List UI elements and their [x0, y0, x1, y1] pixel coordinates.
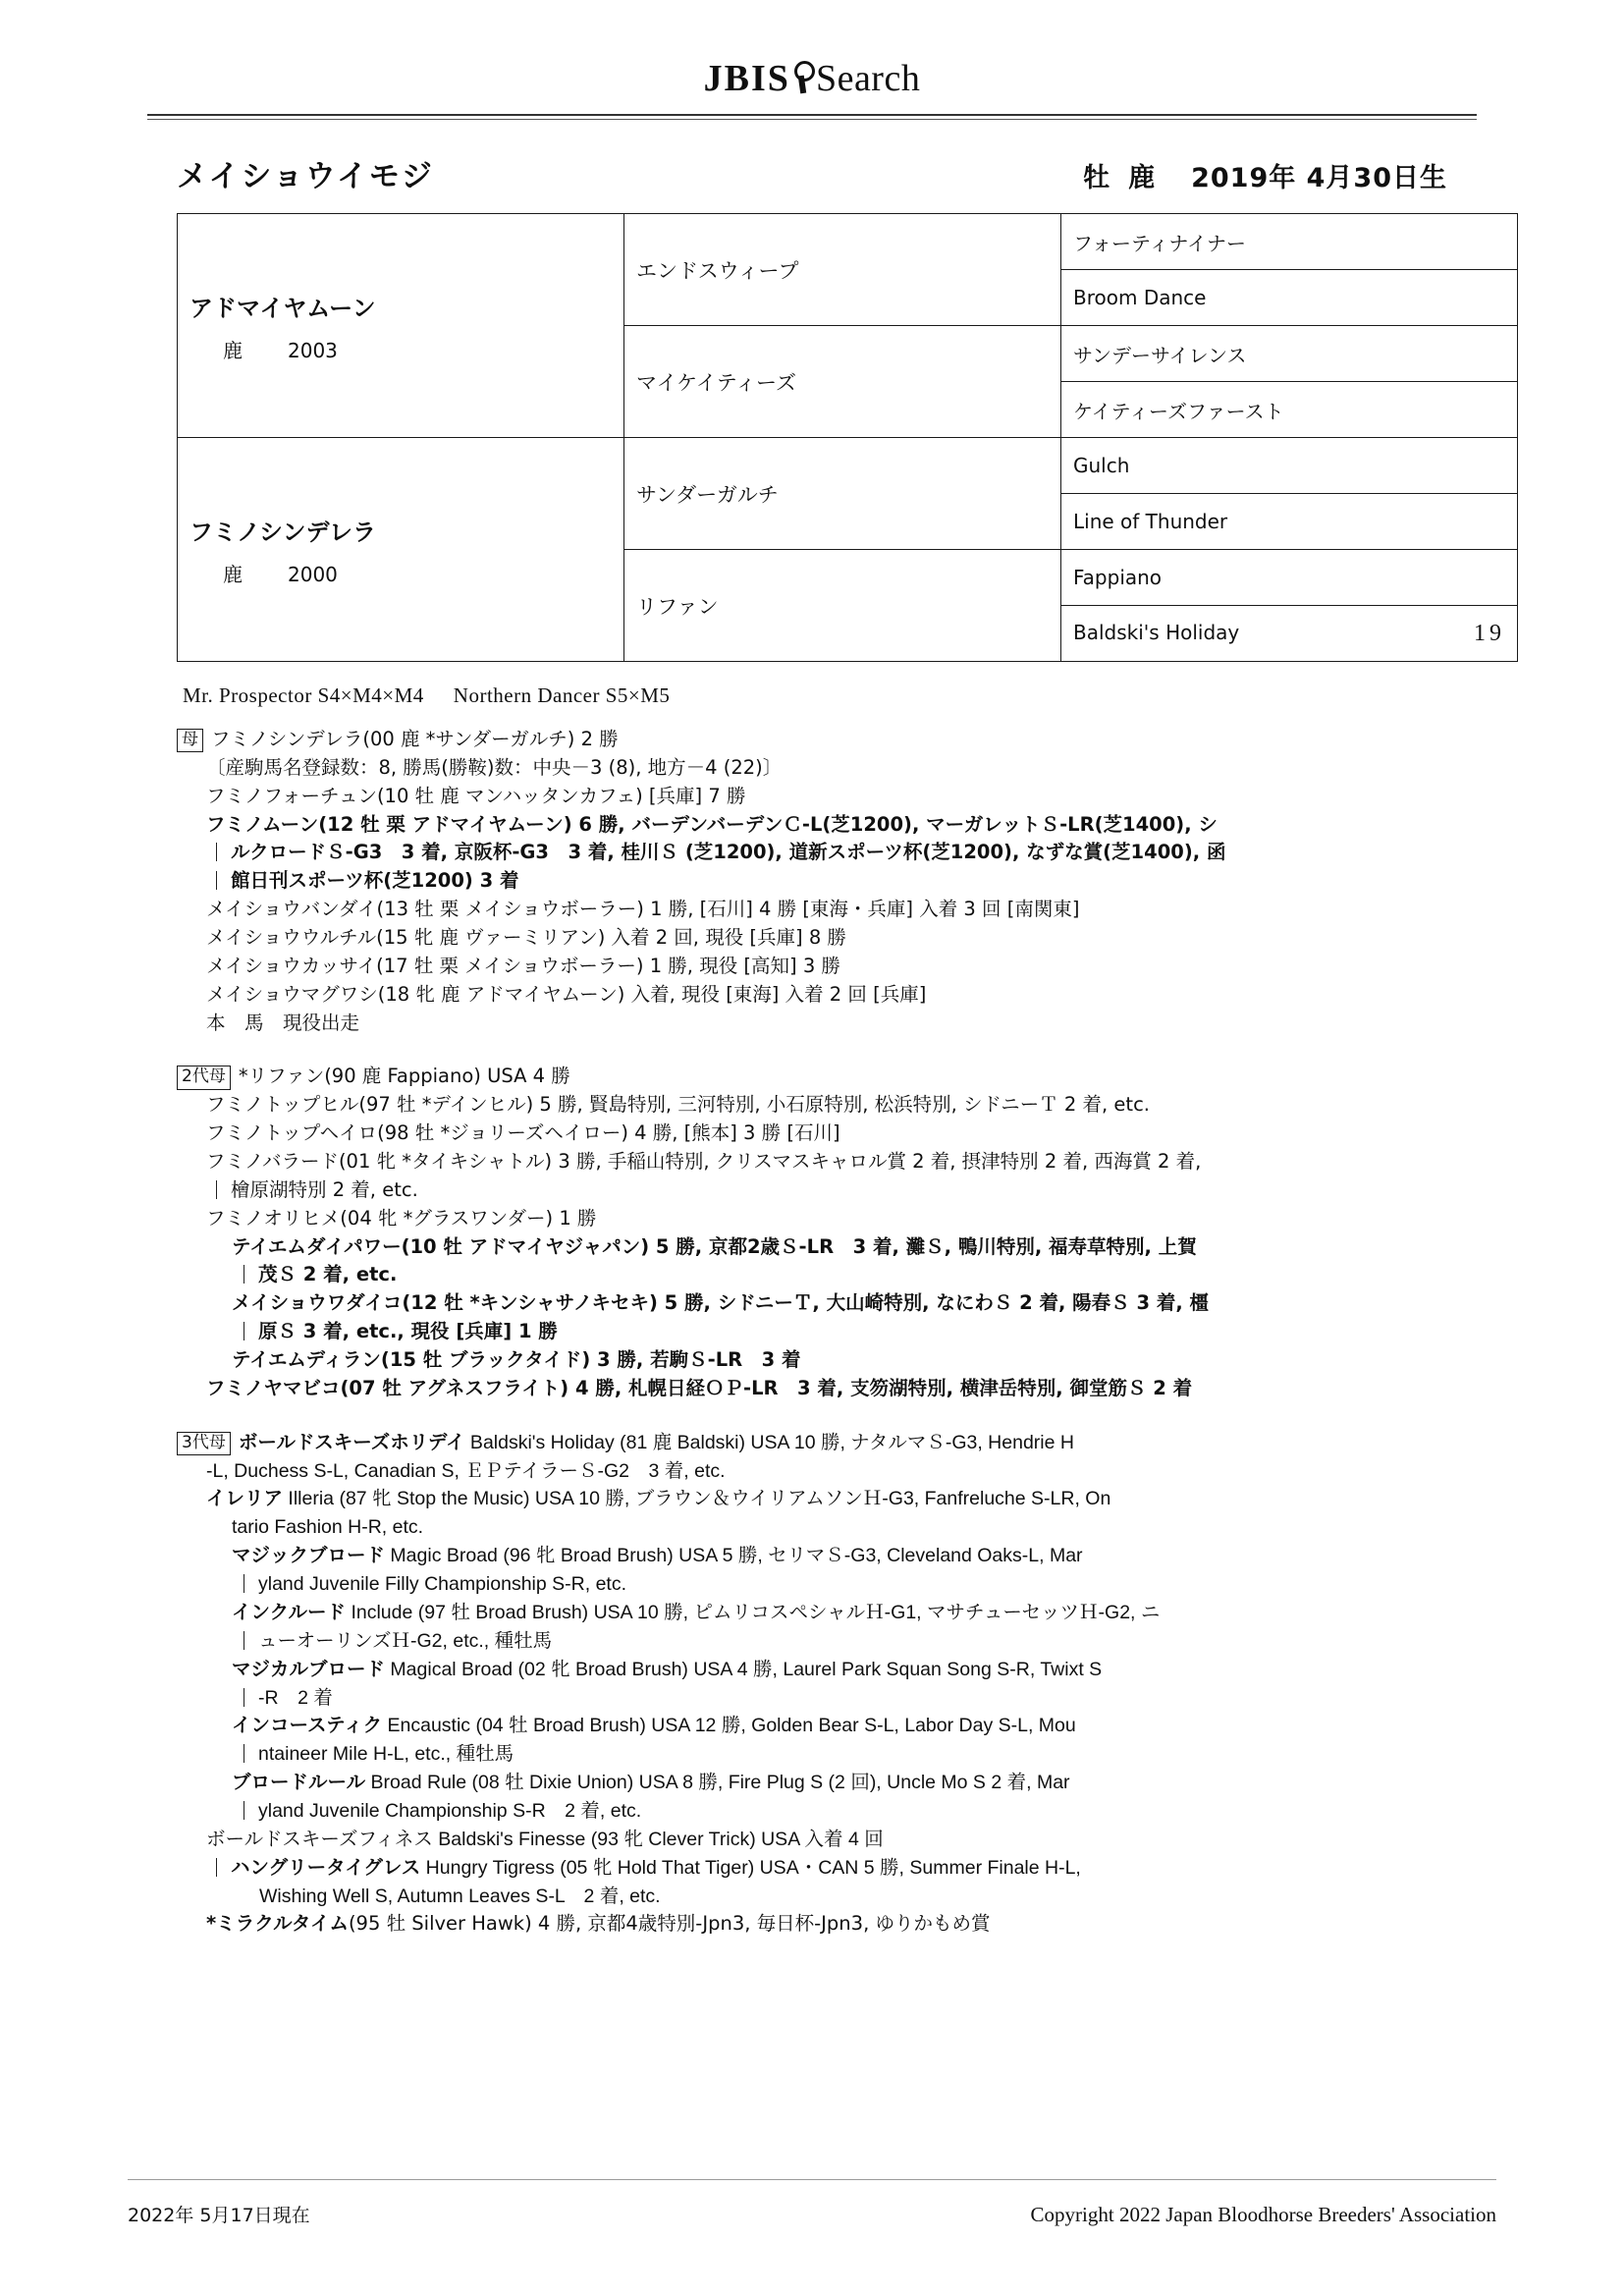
list-item [177, 1599, 1453, 1627]
list-item-detail: Broad Rule (08 牡 Dixie Union) USA 8 勝, Fire Plug S (2 回), Uncle Mo S 2 着, Mar [365, 1772, 1070, 1794]
dam-name: フミノシンデレラ [189, 518, 376, 546]
dam-progeny-stats: 〔産駒馬名登録数：8, 勝馬(勝鞍)数：中央－3 (8), 地方－4 (22)〕 [206, 755, 783, 779]
sire-cell [178, 214, 624, 438]
list-item: ボールドスキーズフィネス Baldski's Finesse (93 牝 Clever Trick) USA 入着 4 回 [206, 1828, 884, 1850]
horse-meta [1083, 156, 1447, 194]
list-item-cont [177, 1318, 1453, 1346]
list-item-cont-text: ntaineer Mile H-L, etc., 種牡馬 [258, 1743, 514, 1766]
list-item-name: ブロードルール [232, 1771, 366, 1794]
list-item-detail: (95 牡 Silver Hawk) 4 勝, 京都4歳特別-Jpn3, 毎日杯-Jpn3, ゆりかもめ賞 [348, 1912, 991, 1936]
list-item-cont-text: ルクロードＳ-G3 3 着, 京阪杯-G3 3 着, 桂川Ｓ (芝1200), 道新スポーツ杯(芝1200), なずな賞(芝1400), 函 [231, 841, 1226, 864]
list-item-cont-text: yland Juvenile Filly Championship S-R, etc. [258, 1573, 626, 1596]
list-item-cont-text: ューオーリンズＨ-G2, etc., 種牡馬 [258, 1629, 553, 1652]
list-item-cont: Wishing Well S, Autumn Leaves S-L 2 着, etc. [259, 1885, 661, 1907]
list-item: テイエムダイパワー(10 牡 アドマイヤジャパン) 5 勝, 京都2歳Ｓ-LR 3 着, 灘Ｓ, 鴨川特別, 福寿草特別, 上賀 [232, 1234, 1197, 1258]
second-dam-label: 2代母 [177, 1066, 231, 1089]
list-item-cont [177, 867, 1453, 896]
pedigree-body [177, 726, 1453, 1939]
list-item: フミノムーン(12 牡 栗 アドマイヤムーン) 6 勝, バーデンバーデンＣ-L(芝1200), マーガレットＳ-LR(芝1400), シ [206, 812, 1218, 836]
sire-detail [189, 335, 612, 363]
third-dam-section [177, 1429, 1453, 1939]
list-item: フミノバラード(01 牝 *タイキシャトル) 3 勝, 手稲山特別, クリスマスキャロル賞 2 着, 摂津特別 2 着, 西海賞 2 着, [206, 1150, 1202, 1174]
dam-dam-dam-name: Baldski's Holiday [1073, 620, 1240, 644]
section-spacer [177, 1403, 1453, 1429]
list-item-name: マジックブロード [232, 1544, 386, 1567]
footer-date: 2022年 5月17日現在 [128, 2205, 310, 2226]
list-item-detail: Include (97 牡 Broad Brush) USA 10 勝, ピムリコスペシャルＨ-G1, マサチューセッツＨ-G2, ニ [346, 1601, 1161, 1623]
list-item-name: イレリア [206, 1487, 284, 1510]
sire-coat: 鹿 [223, 338, 243, 362]
sire-sire-sire-cell: フォーティナイナー [1061, 214, 1518, 270]
sire-dam-dam-cell: ケイティーズファースト [1061, 382, 1518, 438]
list-item: 本 馬 現役出走 [206, 1011, 360, 1034]
list-item-cont-text: 原Ｓ 3 着, etc., 現役 [兵庫] 1 勝 [258, 1320, 558, 1343]
horse-coat-color: 鹿 [1128, 163, 1157, 193]
sire-sire-cell: エンドスウィープ [624, 214, 1061, 326]
list-item-cont-text: -R 2 着 [258, 1686, 333, 1709]
logo-word-text: Search [815, 58, 921, 99]
dam-year: 2000 [288, 562, 338, 586]
list-item-name: ハングリータイグレス [231, 1855, 421, 1879]
list-item: メイショウバンダイ(13 牡 栗 メイショウボーラー) 1 勝, [石川] 4 勝 [東海・兵庫] 入着 3 回 [南関東] [206, 898, 1080, 921]
inbreeding-2: Northern Dancer S5×M5 [453, 683, 671, 707]
page-footer [128, 2201, 1496, 2227]
footer-copyright: Copyright 2022 Japan Bloodhorse Breeders' Association [1030, 2203, 1496, 2226]
sire-dam-sire-cell: サンデーサイレンス [1061, 326, 1518, 382]
section-spacer [177, 1037, 1453, 1063]
inbreeding-1: Mr. Prospector S4×M4×M4 [183, 683, 424, 707]
list-item [177, 1854, 1453, 1883]
sire-sire-dam-cell: Broom Dance [1061, 270, 1518, 326]
list-item: フミノオリヒメ(04 牝 *グラスワンダー) 1 勝 [206, 1206, 597, 1230]
second-dam-head-text: *リファン(90 鹿 Fappiano) USA 4 勝 [238, 1065, 570, 1088]
list-item-detail: Encaustic (04 牡 Broad Brush) USA 12 勝, Golden Bear S-L, Labor Day S-L, Mou [382, 1715, 1076, 1737]
dam-sire-sire-cell: Gulch [1061, 438, 1518, 494]
list-item-cont [177, 839, 1453, 867]
list-item: メイショウウルチル(15 牝 鹿 ヴァーミリアン) 入着 2 回, 現役 [兵庫] 8 勝 [206, 926, 846, 950]
list-item: メイショウカッサイ(17 牡 栗 メイショウボーラー) 1 勝, 現役 [高知] 3 勝 [206, 954, 840, 977]
header-divider [147, 114, 1477, 120]
dam-dam-sire-cell: Fappiano [1061, 550, 1518, 606]
dam-section-head-text: フミノシンデレラ(00 鹿 *サンダーガルチ) 2 勝 [211, 728, 619, 750]
list-item-cont: tario Fashion H-R, etc. [232, 1516, 424, 1539]
list-item [177, 1910, 1453, 1939]
list-item-cont-text: 茂Ｓ 2 着, etc. [258, 1263, 398, 1286]
list-item [177, 1769, 1453, 1797]
page-title: メイショウイモジ [177, 159, 434, 194]
site-logo [147, 0, 1477, 100]
pedigree-table [177, 213, 1518, 662]
list-item: フミノフォーチュン(10 牡 鹿 マンハッタンカフェ) [兵庫] 7 勝 [206, 784, 746, 807]
dam-detail [189, 559, 612, 587]
logo-brand-text: JBIS [703, 58, 790, 99]
list-item-detail: Magical Broad (02 牝 Broad Brush) USA 4 勝, Laurel Park Squan Song S-R, Twixt S [385, 1658, 1103, 1680]
sire-dam-cell: マイケイティーズ [624, 326, 1061, 438]
list-item: フミノトップヘイロ(98 牡 *ジョリーズヘイロー) 4 勝, [熊本] 3 勝 [石川] [206, 1121, 840, 1145]
list-item [177, 1485, 1453, 1513]
list-item-detail: Illeria (87 牝 Stop the Music) USA 10 勝, ブラウン＆ウイリアムソンＨ-G3, Fanfreluche S-LR, On [283, 1488, 1111, 1510]
third-dam-head-detail: Baldski's Holiday (81 鹿 Baldski) USA 10 勝, ナタルマＳ-G3, Hendrie H [464, 1431, 1074, 1453]
third-dam-head-name: ボールドスキーズホリデイ [238, 1430, 465, 1453]
list-item [177, 1542, 1453, 1570]
list-item-cont [177, 1176, 1453, 1205]
list-item: テイエムディラン(15 牡 ブラックタイド) 3 勝, 若駒Ｓ-LR 3 着 [232, 1348, 801, 1372]
dam-cell [178, 438, 624, 662]
dam-sire-dam-cell: Line of Thunder [1061, 494, 1518, 550]
list-item: フミノトップヒル(97 牡 *デインヒル) 5 勝, 賢島特別, 三河特別, 小石原特別, 松浜特別, シドニーＴ 2 着, etc. [206, 1093, 1150, 1117]
list-item-name: マジカルブロード [232, 1657, 386, 1680]
third-dam-head [177, 1429, 1453, 1457]
dam-coat: 鹿 [223, 562, 243, 586]
dam-sire-cell: サンダーガルチ [624, 438, 1061, 550]
list-item-cont [177, 1261, 1453, 1289]
list-item: フミノヤマビコ(07 牡 アグネスフライト) 4 勝, 札幌日経ＯＰ-LR 3 着, 支笏湖特別, 横津岳特別, 御堂筋Ｓ 2 着 [206, 1376, 1193, 1399]
list-item-name: *ミラクルタイム [206, 1912, 349, 1936]
list-item-detail: Hungry Tigress (05 牝 Hold That Tiger) USA・CAN 5 勝, Summer Finale H-L, [420, 1856, 1081, 1879]
list-item-cont [177, 1740, 1453, 1769]
page-number: 19 [1474, 620, 1505, 646]
second-dam-section [177, 1063, 1453, 1402]
sire-name: アドマイヤムーン [189, 294, 376, 322]
list-item-cont-text: 館日刊スポーツ杯(芝1200) 3 着 [231, 869, 519, 893]
list-item-cont-text: yland Juvenile Championship S-R 2 着, etc. [258, 1799, 642, 1822]
third-dam-head-cont: -L, Duchess S-L, Canadian S, ＥＰテイラーＳ-G2 3 着, etc. [206, 1459, 726, 1482]
dam-section-label: 母 [177, 729, 203, 752]
list-item-name: インクルード [232, 1600, 347, 1623]
title-row [147, 151, 1477, 195]
list-item-detail: Magic Broad (96 牝 Broad Brush) USA 5 勝, セリマＳ-G3, Cleveland Oaks-L, Mar [385, 1545, 1083, 1567]
list-item: メイショウマグワシ(18 牝 鹿 アドマイヤムーン) 入着, 現役 [東海] 入着 2 回 [兵庫] [206, 982, 927, 1006]
list-item-name: インコースティク [232, 1714, 383, 1737]
list-item [177, 1656, 1453, 1684]
footer-divider [128, 2179, 1496, 2180]
sire-year: 2003 [288, 338, 338, 362]
magnifier-icon [788, 61, 818, 94]
list-item-cont [177, 1627, 1453, 1656]
dam-section-head [177, 726, 1453, 754]
list-item-cont [177, 1797, 1453, 1826]
dam-section [177, 726, 1453, 1037]
second-dam-head [177, 1063, 1453, 1091]
horse-birthdate: 2019年 4月30日生 [1191, 163, 1447, 193]
list-item [177, 1712, 1453, 1740]
horse-sex: 牡 [1083, 163, 1111, 193]
dam-dam-dam-cell [1061, 606, 1518, 662]
inbreeding-line [183, 683, 1477, 708]
list-item-cont [177, 1570, 1453, 1599]
list-item-cont [177, 1684, 1453, 1713]
third-dam-label: 3代母 [177, 1432, 231, 1455]
dam-dam-cell: リファン [624, 550, 1061, 662]
list-item-cont-text: 檜原湖特別 2 着, etc. [231, 1177, 418, 1201]
list-item: メイショウワダイコ(12 牡 *キンシャサノキセキ) 5 勝, シドニーＴ, 大山崎特別, なにわＳ 2 着, 陽春Ｓ 3 着, 橿 [232, 1291, 1210, 1315]
